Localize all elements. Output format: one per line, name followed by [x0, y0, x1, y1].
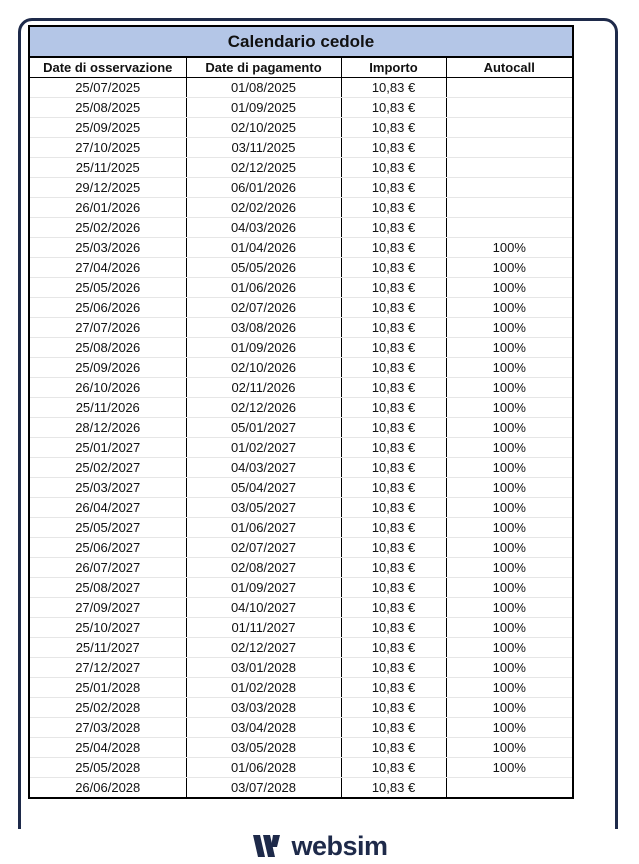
table-row [29, 418, 573, 438]
cell-observation-date: 25/08/2025 [29, 98, 186, 118]
table-row [29, 118, 573, 138]
cell-payment-date: 01/09/2025 [186, 98, 341, 118]
cell-payment-date: 05/01/2027 [186, 418, 341, 438]
cell-amount: 10,83 € [341, 758, 446, 778]
cell-payment-date: 05/04/2027 [186, 478, 341, 498]
cell-observation-date: 27/12/2027 [29, 658, 186, 678]
cell-observation-date: 25/09/2026 [29, 358, 186, 378]
cell-autocall: 100% [446, 418, 573, 438]
cell-amount: 10,83 € [341, 138, 446, 158]
cell-amount: 10,83 € [341, 418, 446, 438]
cell-autocall [446, 778, 573, 799]
cell-autocall: 100% [446, 538, 573, 558]
cell-amount: 10,83 € [341, 458, 446, 478]
column-header-payment-date: Date di pagamento [186, 57, 341, 78]
cell-autocall: 100% [446, 458, 573, 478]
table-row [29, 638, 573, 658]
cell-autocall [446, 138, 573, 158]
cell-amount: 10,83 € [341, 118, 446, 138]
cell-observation-date: 26/07/2027 [29, 558, 186, 578]
cell-payment-date: 02/02/2026 [186, 198, 341, 218]
cell-observation-date: 25/03/2026 [29, 238, 186, 258]
cell-payment-date: 03/05/2027 [186, 498, 341, 518]
cell-payment-date: 01/06/2028 [186, 758, 341, 778]
cell-payment-date: 01/09/2026 [186, 338, 341, 358]
cell-payment-date: 03/07/2028 [186, 778, 341, 799]
cell-amount: 10,83 € [341, 618, 446, 638]
cell-amount: 10,83 € [341, 358, 446, 378]
cell-payment-date: 06/01/2026 [186, 178, 341, 198]
websim-logo [0, 829, 639, 863]
cell-autocall: 100% [446, 338, 573, 358]
table-row [29, 178, 573, 198]
cell-autocall: 100% [446, 738, 573, 758]
websim-logo-icon [251, 833, 285, 859]
cell-observation-date: 25/02/2027 [29, 458, 186, 478]
cell-observation-date: 25/11/2026 [29, 398, 186, 418]
cell-autocall: 100% [446, 698, 573, 718]
cell-observation-date: 25/09/2025 [29, 118, 186, 138]
cell-amount: 10,83 € [341, 478, 446, 498]
cell-payment-date: 01/09/2027 [186, 578, 341, 598]
cell-observation-date: 27/07/2026 [29, 318, 186, 338]
table-row [29, 578, 573, 598]
cell-observation-date: 28/12/2026 [29, 418, 186, 438]
cell-payment-date: 04/03/2026 [186, 218, 341, 238]
column-header-observation-date: Date di osservazione [29, 57, 186, 78]
cell-amount: 10,83 € [341, 198, 446, 218]
cell-amount: 10,83 € [341, 558, 446, 578]
cell-amount: 10,83 € [341, 518, 446, 538]
cell-amount: 10,83 € [341, 218, 446, 238]
cell-amount: 10,83 € [341, 638, 446, 658]
cell-observation-date: 26/01/2026 [29, 198, 186, 218]
cell-payment-date: 03/03/2028 [186, 698, 341, 718]
cell-autocall: 100% [446, 318, 573, 338]
cell-autocall [446, 178, 573, 198]
cell-observation-date: 25/11/2025 [29, 158, 186, 178]
cell-observation-date: 25/04/2028 [29, 738, 186, 758]
cell-payment-date: 02/07/2026 [186, 298, 341, 318]
cell-amount: 10,83 € [341, 398, 446, 418]
cell-amount: 10,83 € [341, 318, 446, 338]
cell-autocall: 100% [446, 618, 573, 638]
table-row [29, 78, 573, 98]
table-row [29, 198, 573, 218]
cell-payment-date: 02/11/2026 [186, 378, 341, 398]
cell-autocall: 100% [446, 638, 573, 658]
cell-observation-date: 26/04/2027 [29, 498, 186, 518]
cell-amount: 10,83 € [341, 158, 446, 178]
cell-payment-date: 01/02/2027 [186, 438, 341, 458]
cell-payment-date: 01/02/2028 [186, 678, 341, 698]
cell-observation-date: 27/03/2028 [29, 718, 186, 738]
websim-logo-text: websim [291, 830, 388, 861]
table-row [29, 458, 573, 478]
cell-autocall: 100% [446, 498, 573, 518]
cell-payment-date: 03/01/2028 [186, 658, 341, 678]
cell-amount: 10,83 € [341, 598, 446, 618]
cell-observation-date: 25/05/2027 [29, 518, 186, 538]
cell-payment-date: 02/07/2027 [186, 538, 341, 558]
table-row [29, 378, 573, 398]
cell-amount: 10,83 € [341, 738, 446, 758]
cell-observation-date: 25/06/2027 [29, 538, 186, 558]
cell-observation-date: 25/08/2027 [29, 578, 186, 598]
cell-amount: 10,83 € [341, 698, 446, 718]
table-row [29, 218, 573, 238]
table-row [29, 398, 573, 418]
cell-payment-date: 03/04/2028 [186, 718, 341, 738]
cell-observation-date: 25/11/2027 [29, 638, 186, 658]
cell-payment-date: 02/10/2025 [186, 118, 341, 138]
cell-observation-date: 27/09/2027 [29, 598, 186, 618]
cell-amount: 10,83 € [341, 438, 446, 458]
cell-amount: 10,83 € [341, 498, 446, 518]
cell-autocall: 100% [446, 578, 573, 598]
cell-amount: 10,83 € [341, 378, 446, 398]
cell-observation-date: 27/10/2025 [29, 138, 186, 158]
table-row [29, 358, 573, 378]
cell-autocall: 100% [446, 398, 573, 418]
cell-amount: 10,83 € [341, 278, 446, 298]
table-row [29, 478, 573, 498]
cell-observation-date: 27/04/2026 [29, 258, 186, 278]
table-row [29, 678, 573, 698]
cell-amount: 10,83 € [341, 658, 446, 678]
table-row [29, 518, 573, 538]
cell-payment-date: 01/04/2026 [186, 238, 341, 258]
cell-payment-date: 03/08/2026 [186, 318, 341, 338]
table-row [29, 318, 573, 338]
cell-autocall [446, 198, 573, 218]
cell-payment-date: 01/11/2027 [186, 618, 341, 638]
table-row [29, 718, 573, 738]
cell-amount: 10,83 € [341, 678, 446, 698]
table-row [29, 538, 573, 558]
cell-payment-date: 02/12/2025 [186, 158, 341, 178]
coupon-calendar-sheet [28, 25, 572, 799]
cell-payment-date: 02/08/2027 [186, 558, 341, 578]
cell-amount: 10,83 € [341, 238, 446, 258]
cell-autocall [446, 78, 573, 98]
table-row [29, 558, 573, 578]
cell-amount: 10,83 € [341, 338, 446, 358]
cell-payment-date: 04/10/2027 [186, 598, 341, 618]
cell-payment-date: 03/11/2025 [186, 138, 341, 158]
cell-payment-date: 02/10/2026 [186, 358, 341, 378]
cell-autocall: 100% [446, 438, 573, 458]
cell-observation-date: 25/02/2028 [29, 698, 186, 718]
cell-payment-date: 03/05/2028 [186, 738, 341, 758]
cell-autocall: 100% [446, 258, 573, 278]
cell-observation-date: 25/06/2026 [29, 298, 186, 318]
cell-autocall: 100% [446, 298, 573, 318]
cell-observation-date: 25/08/2026 [29, 338, 186, 358]
table-row [29, 498, 573, 518]
table-row [29, 158, 573, 178]
cell-autocall: 100% [446, 718, 573, 738]
cell-payment-date: 04/03/2027 [186, 458, 341, 478]
cell-observation-date: 29/12/2025 [29, 178, 186, 198]
cell-autocall: 100% [446, 558, 573, 578]
table-row [29, 758, 573, 778]
cell-autocall: 100% [446, 758, 573, 778]
cell-payment-date: 05/05/2026 [186, 258, 341, 278]
cell-autocall: 100% [446, 358, 573, 378]
coupon-calendar-table [28, 25, 574, 799]
cell-observation-date: 25/05/2028 [29, 758, 186, 778]
cell-observation-date: 26/10/2026 [29, 378, 186, 398]
cell-autocall: 100% [446, 518, 573, 538]
cell-autocall [446, 98, 573, 118]
table-row [29, 738, 573, 758]
cell-payment-date: 01/06/2027 [186, 518, 341, 538]
cell-observation-date: 25/01/2027 [29, 438, 186, 458]
cell-amount: 10,83 € [341, 258, 446, 278]
cell-amount: 10,83 € [341, 298, 446, 318]
cell-amount: 10,83 € [341, 538, 446, 558]
cell-autocall [446, 118, 573, 138]
table-row [29, 778, 573, 799]
cell-amount: 10,83 € [341, 78, 446, 98]
cell-observation-date: 25/05/2026 [29, 278, 186, 298]
cell-payment-date: 02/12/2026 [186, 398, 341, 418]
cell-amount: 10,83 € [341, 718, 446, 738]
cell-observation-date: 25/07/2025 [29, 78, 186, 98]
cell-observation-date: 25/10/2027 [29, 618, 186, 638]
cell-amount: 10,83 € [341, 578, 446, 598]
table-row [29, 258, 573, 278]
cell-autocall: 100% [446, 278, 573, 298]
cell-observation-date: 25/02/2026 [29, 218, 186, 238]
cell-amount: 10,83 € [341, 778, 446, 799]
column-header-amount: Importo [341, 57, 446, 78]
table-row [29, 298, 573, 318]
cell-autocall: 100% [446, 598, 573, 618]
table-row [29, 658, 573, 678]
table-row [29, 438, 573, 458]
cell-autocall: 100% [446, 658, 573, 678]
table-row [29, 278, 573, 298]
table-row [29, 698, 573, 718]
cell-autocall [446, 158, 573, 178]
table-row [29, 238, 573, 258]
cell-payment-date: 02/12/2027 [186, 638, 341, 658]
cell-autocall: 100% [446, 478, 573, 498]
table-title: Calendario cedole [29, 26, 573, 57]
table-row [29, 618, 573, 638]
table-row [29, 138, 573, 158]
table-row [29, 98, 573, 118]
table-row [29, 598, 573, 618]
cell-amount: 10,83 € [341, 178, 446, 198]
cell-observation-date: 25/03/2027 [29, 478, 186, 498]
cell-observation-date: 25/01/2028 [29, 678, 186, 698]
cell-autocall: 100% [446, 238, 573, 258]
cell-amount: 10,83 € [341, 98, 446, 118]
cell-payment-date: 01/08/2025 [186, 78, 341, 98]
cell-autocall: 100% [446, 378, 573, 398]
cell-payment-date: 01/06/2026 [186, 278, 341, 298]
cell-observation-date: 26/06/2028 [29, 778, 186, 799]
column-header-autocall: Autocall [446, 57, 573, 78]
cell-autocall: 100% [446, 678, 573, 698]
table-row [29, 338, 573, 358]
cell-autocall [446, 218, 573, 238]
